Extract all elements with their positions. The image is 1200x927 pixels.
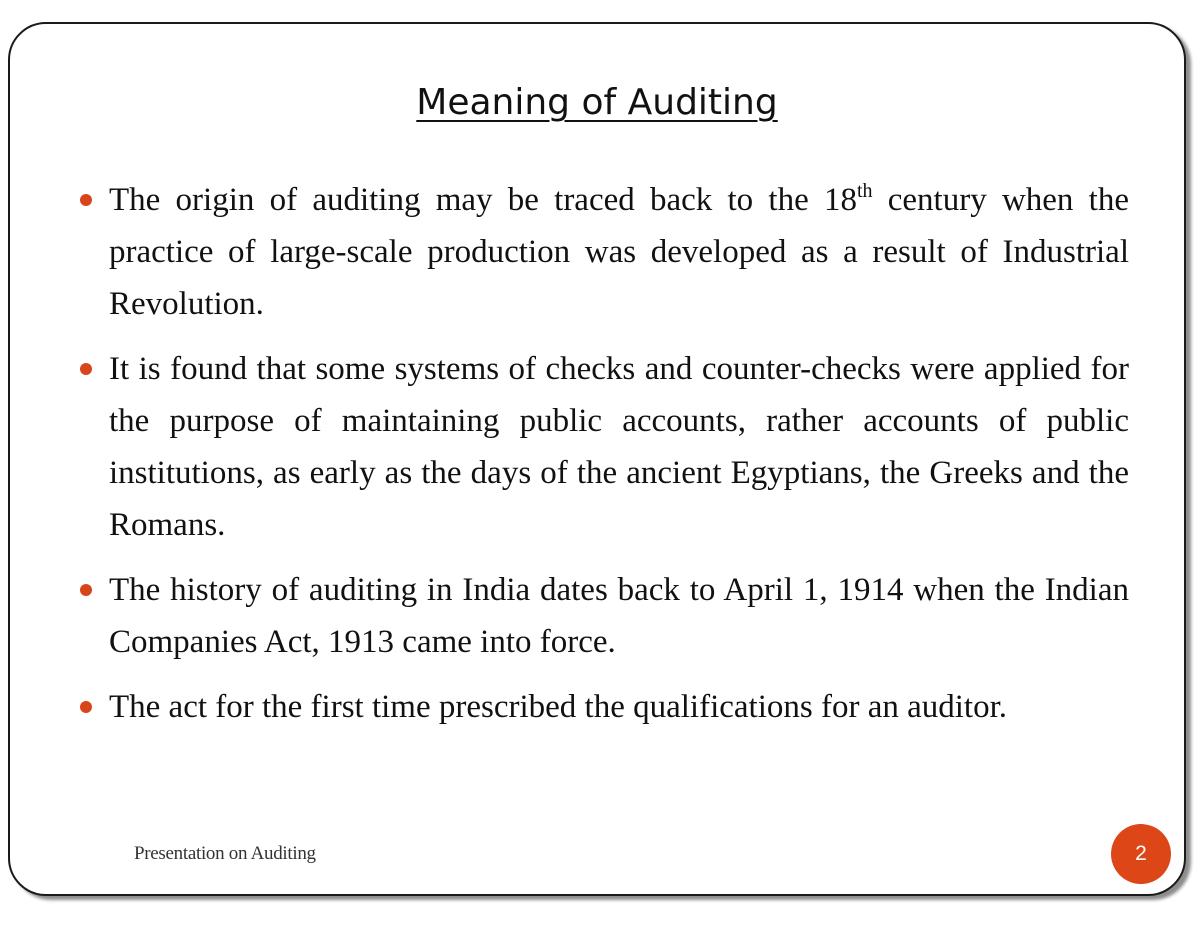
bullet-dot-icon [80,194,92,206]
footer-label: Presentation on Auditing [134,843,316,864]
bullet-list [76,174,1129,746]
bullet-text: The act for the first time prescribed the qualifications for an auditor. [109,689,1008,725]
bullet-item [76,681,1129,733]
superscript: th [856,180,873,202]
slide-frame [8,22,1186,896]
bullet-dot-icon [80,363,92,375]
bullet-item [76,343,1129,551]
bullet-item [76,564,1129,668]
bullet-item [76,174,1129,330]
bullet-dot-icon [80,584,92,596]
bullet-text: The history of auditing in India dates back to April 1, 1914 when the Indian Companies Act, 1913 came into force. [109,572,1129,660]
page-number-badge: 2 [1111,824,1171,884]
slide-title: Meaning of Auditing [416,82,778,123]
bullet-text: The origin of auditing may be traced back to the 18th century when the practice of large-scale production was developed as a result of Industrial Revolution. [109,180,1129,322]
bullet-dot-icon [80,701,92,713]
bullet-text: It is found that some systems of checks and counter-checks were applied for the purpose of maintaining public accounts, rather accounts of public institutions, as early as the days of the ancient Egyptians, the Greeks and the Romans. [109,351,1129,543]
